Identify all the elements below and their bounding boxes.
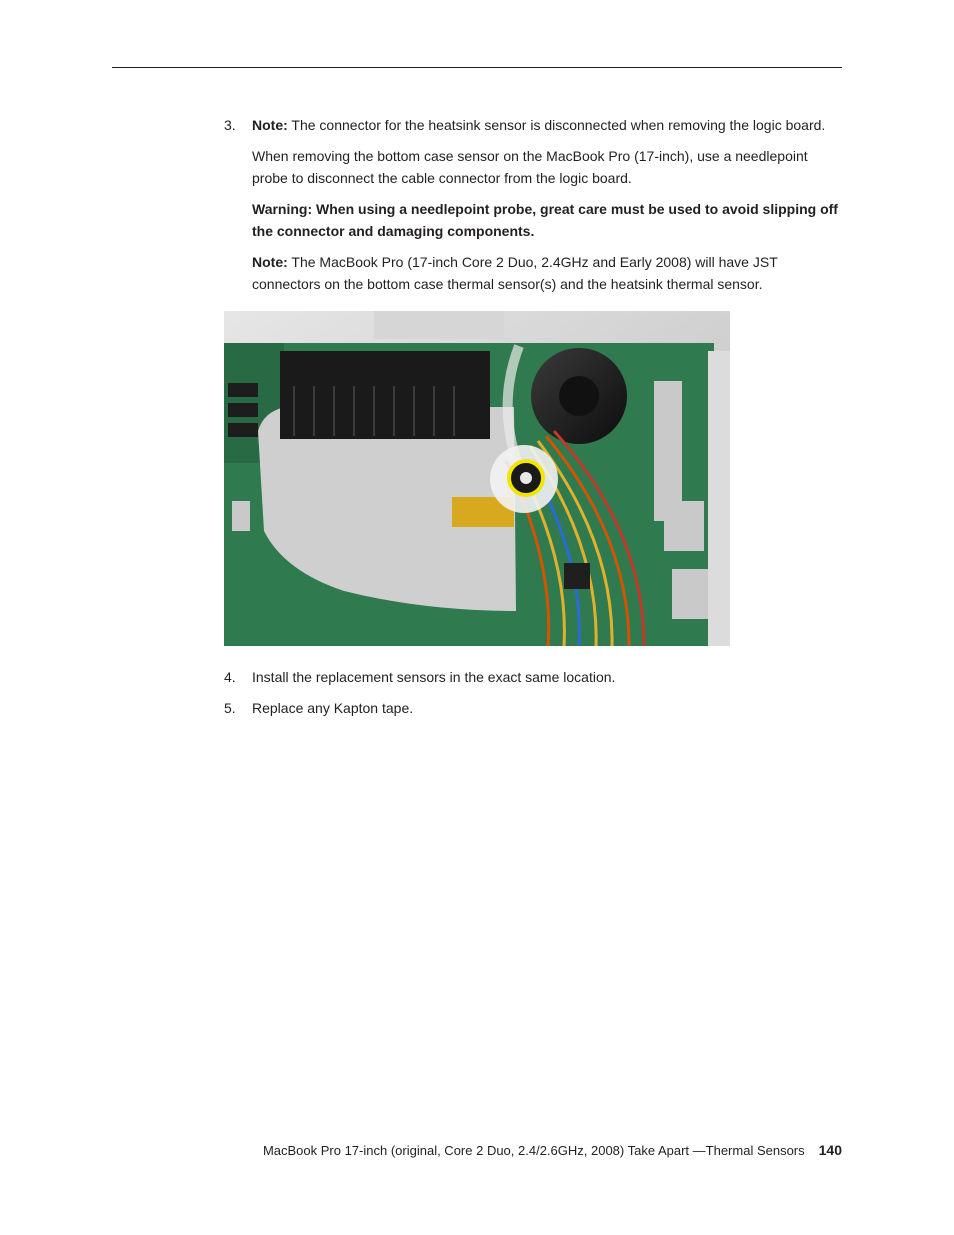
page-number: 140 <box>818 1142 842 1158</box>
note-paragraph <box>252 114 844 136</box>
header-rule <box>112 67 842 68</box>
warning-paragraph <box>252 198 844 242</box>
step-text: Replace any Kapton tape. <box>252 700 414 716</box>
step-number: 5. <box>224 700 236 716</box>
footer-title: MacBook Pro 17-inch (original, Core 2 Duo, 2.4/2.6GHz, 2008) Take Apart —Thermal Sensors <box>262 1143 805 1158</box>
step-5 <box>224 697 844 728</box>
note-text: The MacBook Pro (17-inch Core 2 Duo, 2.4GHz and Early 2008) will have JST connectors on the bottom case thermal sensor(s) and the heatsink thermal sensor. <box>252 254 778 292</box>
note-paragraph <box>252 251 844 295</box>
step-4 <box>224 666 844 697</box>
note-label: Note: <box>252 254 288 270</box>
page-footer <box>263 1139 842 1162</box>
step-number: 4. <box>224 669 236 685</box>
note-text: The connector for the heatsink sensor is disconnected when removing the logic board. <box>287 117 826 133</box>
logic-board-photo <box>224 311 730 646</box>
step-text: Install the replacement sensors in the exact same location. <box>252 669 616 685</box>
instruction-paragraph: When removing the bottom case sensor on the MacBook Pro (17-inch), use a needlepoint probe to disconnect the cable connector from the logic board. <box>252 148 808 186</box>
warning-text: Warning: When using a needlepoint probe, great care must be used to avoid slipping off the connector and damaging components. <box>252 201 838 239</box>
step-3 <box>224 114 844 304</box>
step-number: 3. <box>224 117 236 133</box>
note-label: Note: <box>252 117 288 133</box>
